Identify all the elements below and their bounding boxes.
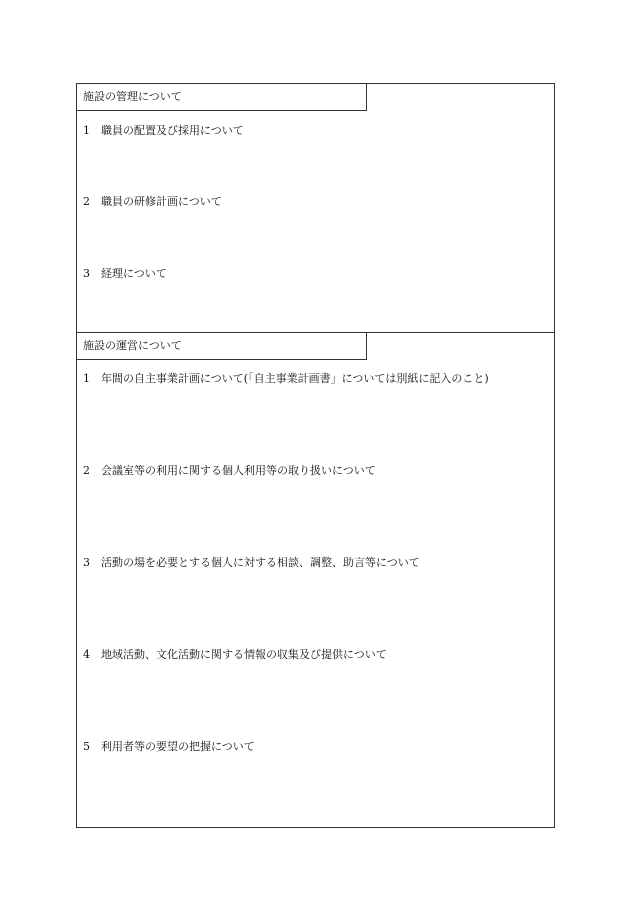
item-label: 経理について <box>101 267 167 280</box>
item-number: 3 <box>83 267 90 280</box>
answer-area[interactable] <box>83 209 549 259</box>
item-label: 利用者等の要望の把握について <box>101 740 255 753</box>
section-header: 施設の管理について <box>77 84 367 111</box>
question-item-annual-program <box>83 370 489 386</box>
answer-area[interactable] <box>83 570 549 640</box>
answer-area[interactable] <box>83 478 549 548</box>
item-label: 職員の研修計画について <box>101 195 222 208</box>
answer-area[interactable] <box>83 662 549 732</box>
question-item-staff-training <box>83 193 222 209</box>
item-number: 4 <box>83 648 90 661</box>
item-number: 2 <box>83 195 90 208</box>
item-number: 1 <box>83 372 90 385</box>
question-item-information <box>83 646 387 662</box>
answer-area[interactable] <box>83 386 549 456</box>
section-facility-operation <box>77 332 554 830</box>
question-item-accounting <box>83 265 167 281</box>
item-label: 会議室等の利用に関する個人利用等の取り扱いについて <box>101 464 376 477</box>
form-frame <box>76 83 555 828</box>
item-label: 職員の配置及び採用について <box>101 124 244 137</box>
answer-area[interactable] <box>83 138 549 188</box>
question-item-staff-assignment <box>83 122 244 138</box>
question-item-consultation <box>83 554 420 570</box>
section-facility-management <box>77 84 554 332</box>
question-item-room-usage <box>83 462 376 478</box>
item-label: 地域活動、文化活動に関する情報の収集及び提供について <box>101 648 387 661</box>
item-label: 年間の自主事業計画について(「自主事業計画書」については別紙に記入のこと) <box>101 372 489 385</box>
item-number: 3 <box>83 556 90 569</box>
answer-area[interactable] <box>83 281 549 326</box>
section-header: 施設の運営について <box>77 333 367 360</box>
item-label: 活動の場を必要とする個人に対する相談、調整、助言等について <box>101 556 420 569</box>
answer-area[interactable] <box>83 754 549 824</box>
item-number: 2 <box>83 464 90 477</box>
item-number: 5 <box>83 740 90 753</box>
item-number: 1 <box>83 124 90 137</box>
question-item-user-requests <box>83 738 255 754</box>
